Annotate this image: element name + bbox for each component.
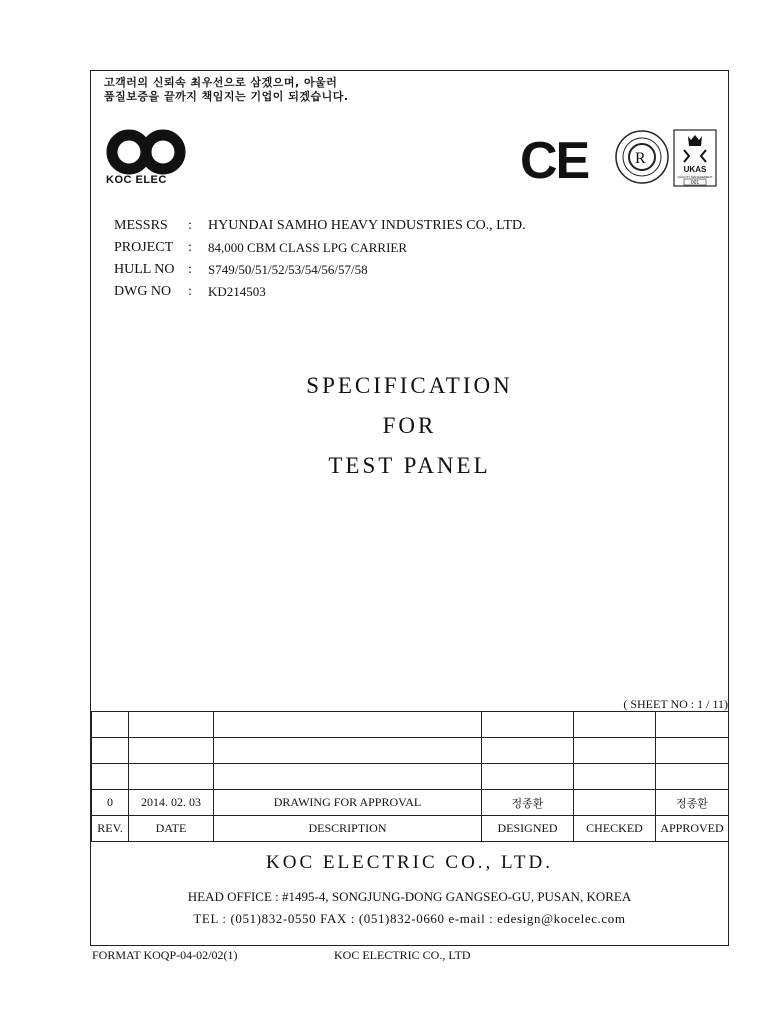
meta-colon: : — [188, 284, 192, 299]
svg-text:R: R — [635, 150, 646, 167]
footer-format: FORMAT KOQP-04-02/02(1) — [92, 948, 238, 962]
meta-value: KD214503 — [208, 284, 266, 299]
slogan — [104, 76, 349, 104]
meta-colon: : — [188, 240, 192, 255]
quality-cert-badge — [614, 128, 718, 188]
rev-approved: 정종환 — [656, 790, 729, 816]
meta-value: S749/50/51/52/53/54/56/57/58 — [208, 262, 368, 277]
revision-table — [91, 711, 729, 842]
meta-label: DWG NO — [114, 284, 172, 299]
header-rev: REV. — [92, 816, 129, 842]
meta-label: HULL NO — [114, 262, 175, 277]
revision-row — [92, 790, 729, 816]
meta-colon: : — [188, 218, 192, 233]
rev-designed: 정종환 — [482, 790, 574, 816]
meta-value: HYUNDAI SAMHO HEAVY INDUSTRIES CO., LTD. — [208, 218, 526, 233]
revision-header-row — [92, 816, 729, 842]
header-date: DATE — [129, 816, 214, 842]
company-contact: TEL : (051)832-0550 FAX : (051)832-0660 e-mail : edesign@kocelec.com — [193, 911, 626, 926]
revision-empty-row — [92, 764, 729, 790]
ce-mark — [518, 133, 590, 183]
company-address: HEAD OFFICE : #1495-4, SONGJUNG-DONG GANGSEO-GU, PUSAN, KOREA — [187, 889, 632, 904]
footer-company: KOC ELECTRIC CO., LTD — [334, 948, 471, 962]
meta-colon: : — [188, 262, 192, 277]
header-checked: CHECKED — [574, 816, 656, 842]
title-line-2: FOR — [382, 413, 437, 438]
rev-checked — [574, 790, 656, 816]
rev-number: 0 — [92, 790, 129, 816]
slogan-line-2: 품질보증을 끝까지 책임지는 기업이 되겠습니다. — [104, 90, 349, 103]
ce-mark-text: CE — [520, 133, 589, 183]
title-line-1: SPECIFICATION — [306, 373, 513, 398]
sheet-number: ( SHEET NO : 1 / 11) — [623, 697, 728, 711]
slogan-line-1: 고객러의 신뢰속 최우선으로 삼겠으며, 아울러 — [104, 76, 338, 89]
meta-label: PROJECT — [114, 240, 174, 255]
cert-number: 001 — [690, 180, 700, 186]
company-name: KOC ELECTRIC CO., LTD. — [266, 852, 553, 873]
cert-small-text: QUALITY MANAGEMENT — [677, 175, 713, 179]
meta-value: 84,000 CBM CLASS LPG CARRIER — [208, 240, 408, 255]
rev-date: 2014. 02. 03 — [129, 790, 214, 816]
header-designed: DESIGNED — [482, 816, 574, 842]
title-line-3: TEST PANEL — [328, 453, 491, 478]
header-approved: APPROVED — [656, 816, 729, 842]
header-description: DESCRIPTION — [214, 816, 482, 842]
meta-label: MESSRS — [114, 218, 168, 233]
revision-empty-row — [92, 738, 729, 764]
logo-text: KOC ELEC — [106, 174, 167, 186]
cert-badge-text: UKAS — [683, 165, 707, 174]
revision-empty-row — [92, 712, 729, 738]
rev-description: DRAWING FOR APPROVAL — [214, 790, 482, 816]
